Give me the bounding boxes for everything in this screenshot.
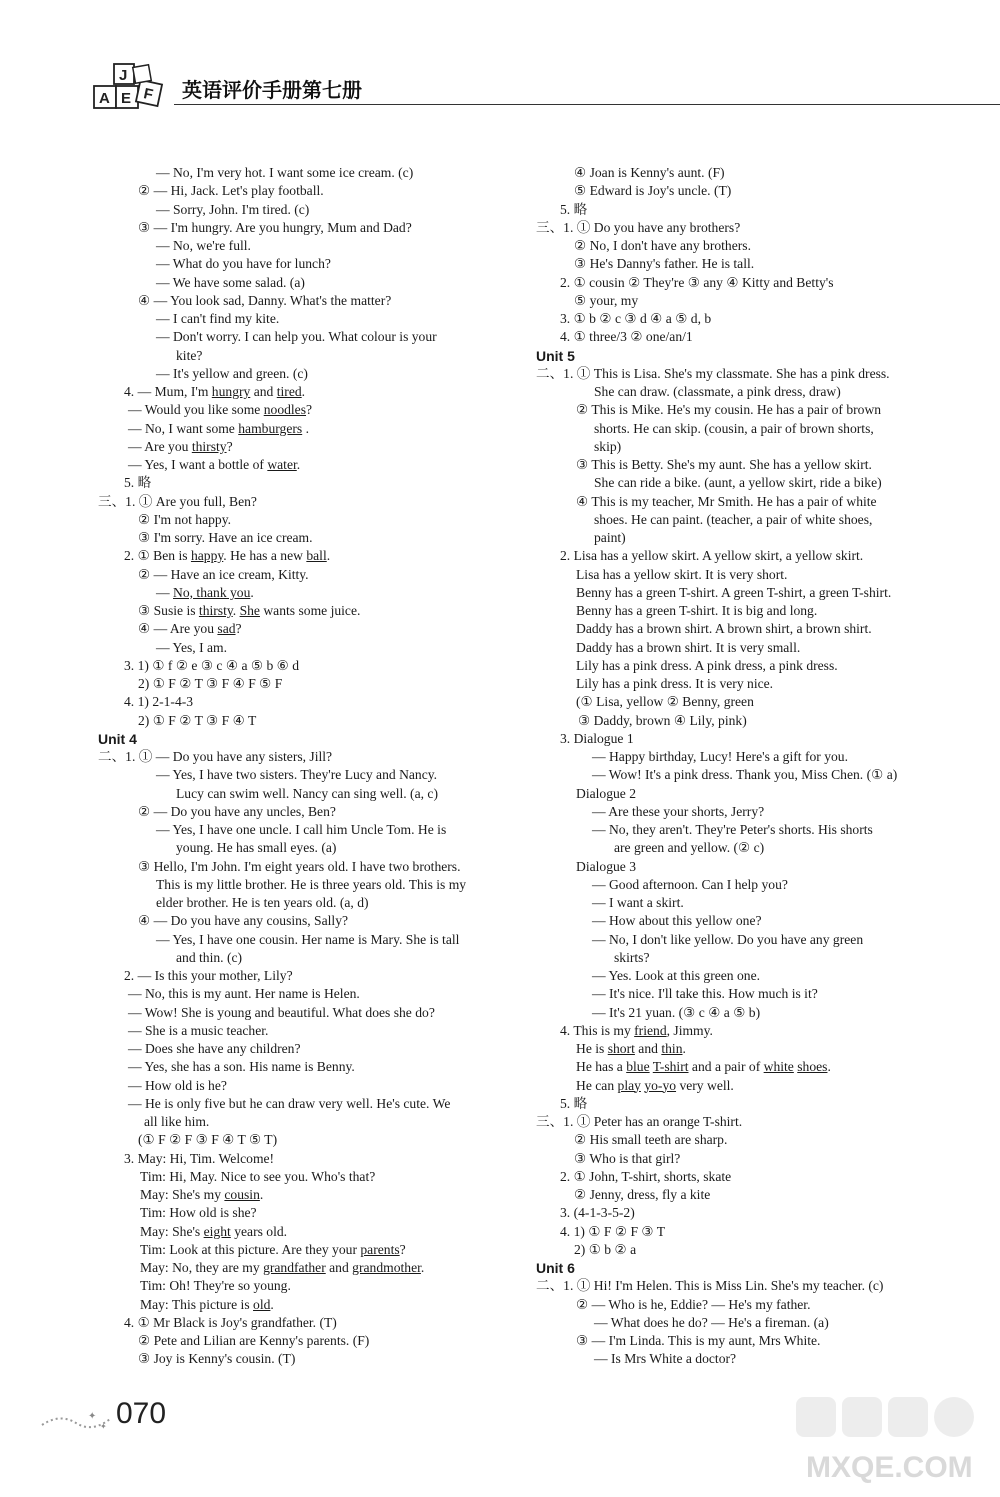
answer-column-right xyxy=(536,164,942,1369)
answer-text: — Are you xyxy=(128,438,192,454)
svg-text:E: E xyxy=(121,90,132,107)
answer-text: . xyxy=(259,1187,264,1202)
answer-line: — Wow! It's a pink dress. Thank you, Miss Chen. (① a) xyxy=(592,767,898,783)
answer-text: very well. xyxy=(676,1077,734,1093)
answer-text: 4. — Mum, I'm xyxy=(124,384,212,399)
answer-line: — No, we're full. xyxy=(156,238,251,253)
answer-line: skirts? xyxy=(614,949,650,965)
answer-line: 3. (4-1-3-5-2) xyxy=(560,1205,635,1221)
answer-line: ③ Hello, I'm John. I'm eight years old. I have two brothers. xyxy=(138,858,461,874)
svg-text:A: A xyxy=(99,90,110,107)
answer-line: Daddy has a brown shirt. A brown shirt, a brown shirt. xyxy=(576,621,872,637)
svg-text:J: J xyxy=(119,67,128,84)
answer-line: — Good afternoon. Can I help you? xyxy=(592,876,788,892)
answer-line xyxy=(98,620,512,638)
answer-line: This is my little brother. He is three years old. This is my xyxy=(156,876,467,892)
answer-line: Tim: Hi, May. Nice to see you. Who's that? xyxy=(140,1168,376,1184)
answer-line: — No, I don't like yellow. Do you have any green xyxy=(592,931,864,947)
answer-line: — Yes, she has a son. His name is Benny. xyxy=(128,1059,355,1075)
underlined-answer: tired xyxy=(276,384,302,399)
answer-line: 2. Lisa has a yellow skirt. A yellow skirt, a yellow skirt. xyxy=(560,548,864,564)
answer-text: — No, I want some xyxy=(128,420,239,436)
underlined-answer: shoes xyxy=(797,1059,828,1075)
answer-line: 2) ① F ② T ③ F ④ T xyxy=(138,712,257,728)
answer-line: ② — Have an ice cream, Kitty. xyxy=(138,566,309,582)
answer-line: — Yes, I am. xyxy=(156,639,227,655)
answer-line: 2) ① b ② a xyxy=(574,1241,637,1257)
underlined-answer: She xyxy=(239,603,260,618)
answer-line: ③ Joy is Kenny's cousin. (T) xyxy=(138,1351,296,1367)
answer-line: 二、1. ① This is Lisa. She's my classmate. She has a pink dress. xyxy=(536,365,890,381)
underlined-answer: thirsty xyxy=(191,438,227,454)
underlined-answer: old xyxy=(253,1296,271,1312)
answer-line: — What does he do? — He's a fireman. (a) xyxy=(594,1314,829,1330)
answer-line: — Yes, I have two sisters. They're Lucy and Nancy. xyxy=(156,767,438,783)
answer-text: . He has a new xyxy=(223,548,307,564)
answer-line: Tim: Oh! They're so young. xyxy=(140,1278,291,1294)
answer-line: — Happy birthday, Lucy! Here's a gift for you. xyxy=(592,749,848,764)
answer-line: — It's yellow and green. (c) xyxy=(156,365,308,381)
answer-text: ④ — Are you xyxy=(138,621,218,637)
underlined-answer: noodles xyxy=(263,402,307,418)
answer-text: and xyxy=(634,1041,662,1056)
answer-text: . xyxy=(270,1296,274,1312)
svg-text:✦: ✦ xyxy=(100,1422,107,1431)
stars-decoration-icon xyxy=(40,1405,112,1435)
answer-line: ④ — You look sad, Danny. What's the matter? xyxy=(138,292,392,308)
answer-text: . xyxy=(250,584,254,600)
answer-line: ⑤ Edward is Joy's uncle. (T) xyxy=(574,183,732,199)
answer-line xyxy=(98,420,512,438)
answer-line: Benny has a green T-shirt. A green T-shirt, a green T-shirt. xyxy=(576,584,892,600)
underlined-answer: happy xyxy=(190,548,224,564)
answer-line: 三、1. ① Peter has an orange T-shirt. xyxy=(536,1114,743,1129)
answer-line: paint) xyxy=(594,530,626,545)
answer-line xyxy=(98,1296,512,1314)
svg-text:F: F xyxy=(142,85,155,104)
answer-line xyxy=(98,547,512,565)
answer-line xyxy=(98,401,512,419)
answer-line: ② This is Mike. He's my cousin. He has a pair of brown xyxy=(576,402,882,418)
answer-text: . xyxy=(420,1260,425,1275)
answer-line: — She is a music teacher. xyxy=(128,1022,269,1038)
answer-line: ③ Daddy, brown ④ Lily, pink) xyxy=(578,712,747,728)
underlined-answer: ball xyxy=(306,548,327,564)
answer-text: . xyxy=(326,548,331,564)
answer-line: Lisa has a yellow skirt. It is very short. xyxy=(576,566,788,582)
answer-line: ③ I'm sorry. Have an ice cream. xyxy=(138,530,313,545)
answer-text: ? xyxy=(399,1241,406,1257)
answer-line: — Does she have any children? xyxy=(128,1041,301,1056)
answer-line: shoes. He can paint. (teacher, a pair of white shoes, xyxy=(594,511,873,527)
answer-line: — Yes. Look at this green one. xyxy=(592,968,761,983)
underlined-answer: eight xyxy=(203,1223,231,1239)
answer-line: — Yes, I have one cousin. Her name is Mary. She is tall xyxy=(156,931,460,947)
answer-line: — I want a skirt. xyxy=(592,895,684,910)
answer-text: . xyxy=(827,1059,831,1075)
answer-line: 5. 略 xyxy=(560,201,588,217)
answer-line: — Are these your shorts, Jerry? xyxy=(592,803,765,819)
underlined-answer: thin xyxy=(661,1041,683,1056)
answer-line: (① F ② F ③ F ④ T ⑤ T) xyxy=(138,1132,278,1148)
underlined-answer: No, thank you xyxy=(173,584,251,600)
answer-line: ② No, I don't have any brothers. xyxy=(574,238,751,253)
answer-text: years old. xyxy=(230,1223,288,1239)
answer-line: 三、1. ① Are you full, Ben? xyxy=(98,493,257,509)
answer-line: 3. ① b ② c ③ d ④ a ⑤ d, b xyxy=(560,311,712,326)
answer-line: ③ He's Danny's father. He is tall. xyxy=(574,256,755,272)
answer-line: young. He has small eyes. (a) xyxy=(176,840,337,856)
abc-blocks-logo-icon xyxy=(90,60,168,112)
answer-line xyxy=(98,1223,512,1241)
answer-line: 2. ① John, T-shirt, shorts, skate xyxy=(560,1168,732,1184)
answer-line: 二、1. ① Hi! I'm Helen. This is Miss Lin. She's my teacher. (c) xyxy=(536,1278,884,1294)
answer-text: May: She's xyxy=(140,1223,204,1239)
underlined-answer: cousin xyxy=(224,1187,260,1202)
answer-line: 4. ① Mr Black is Joy's grandfather. (T) xyxy=(124,1314,337,1330)
answer-text: and xyxy=(250,384,277,399)
answer-text: He has a xyxy=(576,1059,627,1075)
answer-line: — It's nice. I'll take this. How much is it? xyxy=(592,986,818,1002)
answer-line: 4. 1) ① F ② F ③ T xyxy=(560,1223,666,1239)
answer-line: ② — Who is he, Eddie? — He's my father. xyxy=(576,1296,811,1312)
answer-line: Lily has a pink dress. It is very nice. xyxy=(576,676,774,691)
answer-line: all like him. xyxy=(144,1114,210,1129)
book-title: 英语评价手册第七册 xyxy=(182,78,362,102)
answer-text: . xyxy=(301,384,306,399)
underlined-answer: blue xyxy=(626,1059,650,1075)
answer-line: She can ride a bike. (aunt, a yellow skirt, ride a bike) xyxy=(594,475,882,491)
answer-line: 5. 略 xyxy=(124,475,152,491)
answer-line: — No, they aren't. They're Peter's shorts. His shorts xyxy=(592,822,873,837)
answer-text: He can xyxy=(576,1077,618,1093)
answer-line: — How about this yellow one? xyxy=(592,913,762,929)
answer-line: ② His small teeth are sharp. xyxy=(574,1132,728,1148)
answer-line xyxy=(98,602,512,620)
answer-line: 三、1. ① Do you have any brothers? xyxy=(536,219,741,235)
answer-text: 2. ① Ben is xyxy=(124,548,191,564)
answer-text: . xyxy=(302,420,309,436)
answer-column-left xyxy=(98,164,512,1369)
answer-text: May: No, they are my xyxy=(140,1260,264,1275)
answer-text: wants some juice. xyxy=(259,603,361,618)
underlined-answer: white xyxy=(763,1059,794,1075)
answer-line xyxy=(536,1040,942,1058)
watermark-text: MXQE.COM xyxy=(806,1451,973,1484)
answer-text: . xyxy=(232,603,240,618)
answer-line xyxy=(98,1186,512,1204)
answer-line: Tim: How old is she? xyxy=(140,1205,257,1221)
answer-line: Benny has a green T-shirt. It is big and long. xyxy=(576,603,818,618)
answer-line: — Sorry, John. I'm tired. (c) xyxy=(156,201,310,217)
answer-text: , Jimmy. xyxy=(666,1022,713,1038)
answer-line: elder brother. He is ten years old. (a, d) xyxy=(156,895,369,910)
answer-line: Dialogue 2 xyxy=(576,785,637,801)
page-footer xyxy=(40,1395,340,1445)
answer-line: — Yes, I have one uncle. I call him Uncle Tom. He is xyxy=(156,822,447,837)
answer-line: kite? xyxy=(176,347,203,363)
answer-line: ③ This is Betty. She's my aunt. She has a yellow skirt. xyxy=(576,457,872,472)
answer-text: ③ Susie is xyxy=(138,603,199,618)
answer-line: ③ — I'm Linda. This is my aunt, Mrs White. xyxy=(576,1333,821,1348)
answer-text: ? xyxy=(235,621,242,637)
unit-heading: Unit 4 xyxy=(98,730,137,747)
answer-line xyxy=(98,438,512,456)
answer-line: 二、1. ① — Do you have any sisters, Jill? xyxy=(98,749,333,764)
answer-line: ③ Who is that girl? xyxy=(574,1150,681,1166)
underlined-answer: yo-yo xyxy=(644,1077,677,1093)
answer-line: 2. — Is this your mother, Lily? xyxy=(124,968,293,983)
answer-line: ④ Joan is Kenny's aunt. (F) xyxy=(574,165,725,180)
page-header xyxy=(90,60,940,110)
underlined-answer: short xyxy=(607,1041,635,1056)
answer-text: — Yes, I want a bottle of xyxy=(128,457,268,472)
underlined-answer: grandfather xyxy=(263,1260,326,1275)
answer-line xyxy=(536,1022,942,1040)
answer-line: She can draw. (classmate, a pink dress, draw) xyxy=(594,384,841,399)
answer-line: Dialogue 3 xyxy=(576,858,637,874)
answer-line: ② — Do you have any uncles, Ben? xyxy=(138,803,336,819)
answer-line: ② Jenny, dress, fly a kite xyxy=(574,1187,711,1202)
answer-line: Lily has a pink dress. A pink dress, a pink dress. xyxy=(576,657,838,673)
answer-text: — Would you like some xyxy=(128,402,264,418)
answer-line: 4. ① three/3 ② one/an/1 xyxy=(560,329,693,345)
underlined-answer: friend xyxy=(634,1022,667,1038)
answer-text: — xyxy=(156,584,173,600)
underlined-answer: hamburgers xyxy=(238,420,303,436)
answer-line: — It's 21 yuan. (③ c ④ a ⑤ b) xyxy=(592,1004,761,1020)
answer-line: 2. ① cousin ② They're ③ any ④ Kitty and Betty's xyxy=(560,274,834,290)
answer-line: — No, I'm very hot. I want some ice cream. (c) xyxy=(156,165,414,180)
header-rule xyxy=(174,104,1000,105)
underlined-answer: grandmother xyxy=(352,1260,421,1275)
unit-heading: Unit 6 xyxy=(536,1260,575,1276)
answer-line: are green and yellow. (② c) xyxy=(614,840,765,856)
watermark-logo-icon xyxy=(776,1387,986,1487)
answer-line xyxy=(98,456,512,474)
answer-line: 3. May: Hi, Tim. Welcome! xyxy=(124,1150,275,1166)
answer-line: — No, this is my aunt. Her name is Helen. xyxy=(128,986,360,1002)
answer-line: Daddy has a brown shirt. It is very small. xyxy=(576,639,801,655)
answer-line: 2) ① F ② T ③ F ④ F ⑤ F xyxy=(138,676,283,691)
answer-text: . xyxy=(682,1041,686,1056)
page-number: 070 xyxy=(116,1397,167,1430)
watermark xyxy=(776,1387,986,1487)
answer-line: — Is Mrs White a doctor? xyxy=(594,1351,737,1367)
underlined-answer: play xyxy=(617,1077,641,1093)
answer-line: ④ — Do you have any cousins, Sally? xyxy=(138,913,349,929)
answer-line: ③ — I'm hungry. Are you hungry, Mum and Dad? xyxy=(138,219,412,235)
svg-text:✦: ✦ xyxy=(88,1411,97,1422)
answer-line: 5. 略 xyxy=(560,1095,588,1111)
underlined-answer: water xyxy=(267,457,297,472)
answer-line: 3. Dialogue 1 xyxy=(560,730,634,746)
answer-text: and a pair of xyxy=(688,1059,764,1075)
answer-text: He is xyxy=(576,1041,608,1056)
underlined-answer: thirsty xyxy=(198,603,233,618)
answer-line xyxy=(98,1241,512,1259)
answer-line: Lucy can swim well. Nancy can sing well. (a, c) xyxy=(176,785,438,801)
answer-line: ② I'm not happy. xyxy=(138,511,232,527)
answer-line: — Wow! She is young and beautiful. What does she do? xyxy=(128,1004,435,1020)
unit-heading: Unit 5 xyxy=(536,347,575,364)
answer-line: shorts. He can skip. (cousin, a pair of brown shorts, xyxy=(594,420,874,436)
answer-line: and thin. (c) xyxy=(176,949,243,965)
answer-line: (① Lisa, yellow ② Benny, green xyxy=(576,694,754,710)
answer-line: — We have some salad. (a) xyxy=(156,274,305,290)
answer-text: May: She's my xyxy=(140,1187,225,1202)
answer-line xyxy=(536,1058,942,1076)
underlined-answer: hungry xyxy=(211,384,251,399)
answer-line: — How old is he? xyxy=(128,1077,227,1093)
answer-line: ④ This is my teacher, Mr Smith. He has a pair of white xyxy=(576,493,877,509)
underlined-answer: parents xyxy=(360,1241,400,1257)
answer-line xyxy=(98,584,512,602)
answer-text: 4. This is my xyxy=(560,1022,635,1038)
answer-line: — I can't find my kite. xyxy=(156,311,280,326)
answer-line xyxy=(98,383,512,401)
answer-line: ② Pete and Lilian are Kenny's parents. (F) xyxy=(138,1333,370,1348)
underlined-answer: T-shirt xyxy=(652,1059,689,1075)
answer-line: ② — Hi, Jack. Let's play football. xyxy=(138,183,324,199)
answer-text: . xyxy=(296,457,301,472)
answer-line: ⑤ your, my xyxy=(574,292,639,308)
answer-text: Tim: Look at this picture. Are they your xyxy=(140,1241,361,1257)
answer-line xyxy=(536,1077,942,1095)
answer-text: ? xyxy=(226,438,233,454)
answer-line: — Don't worry. I can help you. What colour is your xyxy=(156,329,437,345)
answer-text: May: This picture is xyxy=(140,1296,254,1312)
answer-text: and xyxy=(325,1260,353,1275)
answer-line: 4. 1) 2-1-4-3 xyxy=(124,694,194,710)
answer-text: ? xyxy=(306,402,313,418)
answer-line: — What do you have for lunch? xyxy=(156,256,331,272)
answer-line: 3. 1) ① f ② e ③ c ④ a ⑤ b ⑥ d xyxy=(124,657,300,673)
answer-line: — He is only five but he can draw very well. He's cute. We xyxy=(128,1095,451,1111)
answer-line: skip) xyxy=(594,438,622,454)
underlined-answer: sad xyxy=(217,621,236,637)
answer-line xyxy=(98,1259,512,1277)
